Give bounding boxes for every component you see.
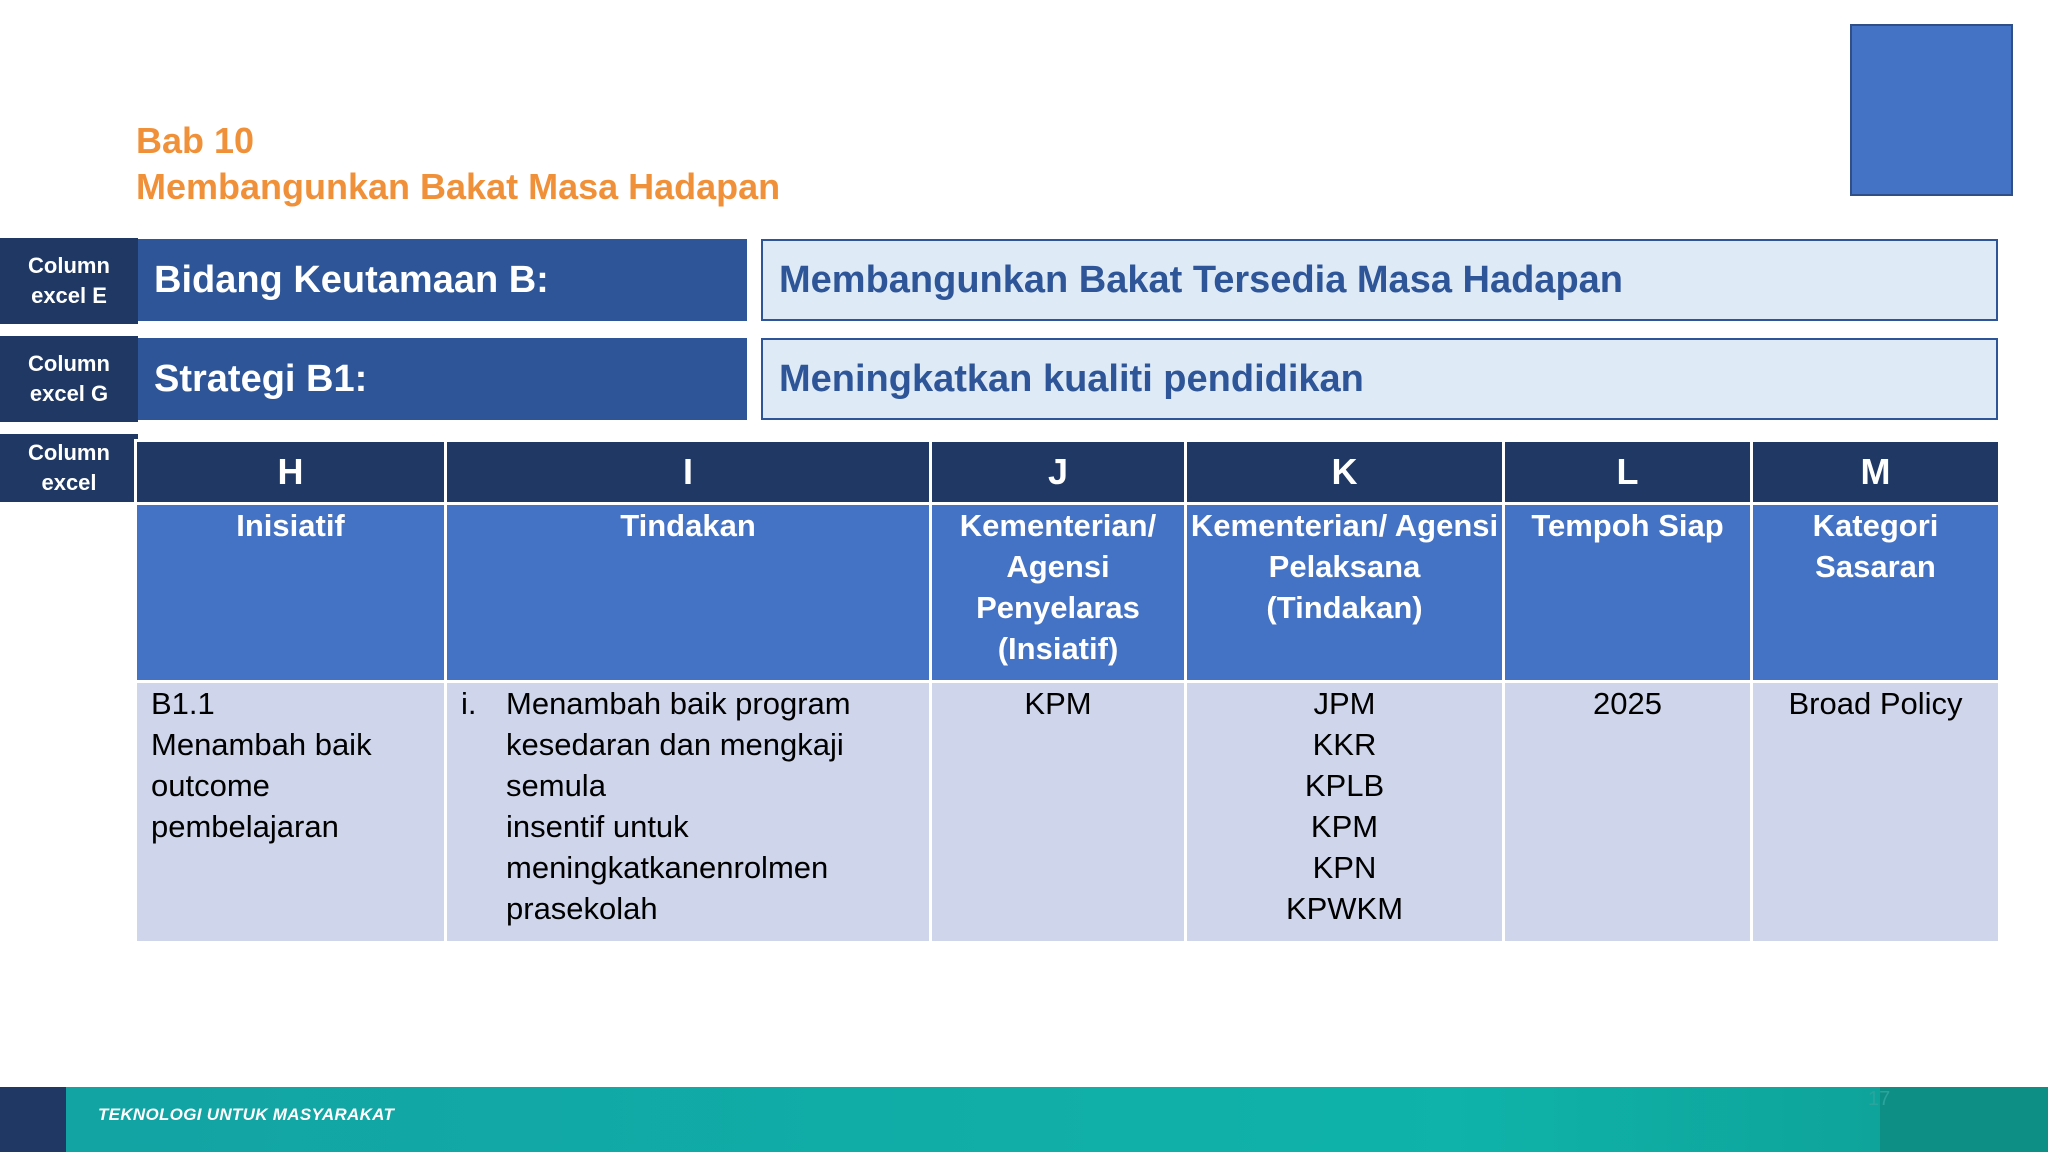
cell-tempoh: 2025 <box>1504 682 1752 943</box>
header-tempoh: Tempoh Siap <box>1504 504 1752 682</box>
cell-penyelaras: KPM <box>931 682 1186 943</box>
side-tag-column-g: Column excel G <box>0 336 138 422</box>
side-tag-column-excel: Column excel <box>0 434 138 502</box>
footer-right-accent <box>1880 1087 2048 1152</box>
header-penyelaras: Kementerian/ Agensi Penyelaras (Insiatif) <box>931 504 1186 682</box>
header-kategori: Kategori Sasaran <box>1752 504 2000 682</box>
list-number: i. <box>461 686 477 721</box>
cell-inisiatif: B1.1 Menambah baik outcome pembelajaran <box>136 682 446 943</box>
header-inisiatif: Inisiatif <box>136 504 446 682</box>
column-letter: J <box>931 441 1186 504</box>
header-pelaksana: Kementerian/ Agensi Pelaksana (Tindakan) <box>1186 504 1504 682</box>
column-letter: K <box>1186 441 1504 504</box>
page-number: 17 <box>1868 1088 1891 1110</box>
strategi-value: Meningkatkan kualiti pendidikan <box>761 338 1998 420</box>
table-row <box>136 682 2000 943</box>
column-letter: L <box>1504 441 1752 504</box>
chapter-label: Bab 10 <box>136 120 255 161</box>
footer-slogan: TEKNOLOGI UNTUK MASYARAKAT <box>98 1105 395 1124</box>
bidang-value: Membangunkan Bakat Tersedia Masa Hadapan <box>761 239 1998 321</box>
column-letter: M <box>1752 441 2000 504</box>
chapter-title: Membangunkan Bakat Masa Hadapan <box>136 166 781 207</box>
side-tag-column-e: Column excel E <box>0 238 138 324</box>
decorative-square <box>1850 24 2013 196</box>
header-tindakan: Tindakan <box>446 504 931 682</box>
column-letter-row <box>136 441 2000 504</box>
column-letter: I <box>446 441 931 504</box>
slide-title <box>136 118 780 210</box>
strategi-label: Strategi B1: <box>138 338 747 420</box>
column-letter: H <box>136 441 446 504</box>
column-header-row <box>136 504 2000 682</box>
cell-kategori: Broad Policy <box>1752 682 2000 943</box>
tindakan-text: Menambah baik program kesedaran dan mengkaji semula insentif untuk meningkatkanenrolmen prasekolah <box>506 686 851 926</box>
cell-pelaksana: JPM KKR KPLB KPM KPN KPWKM <box>1186 682 1504 943</box>
cell-tindakan <box>446 682 931 943</box>
bidang-label: Bidang Keutamaan B: <box>138 239 747 321</box>
initiative-table <box>134 439 2001 944</box>
footer-accent <box>0 1087 66 1152</box>
